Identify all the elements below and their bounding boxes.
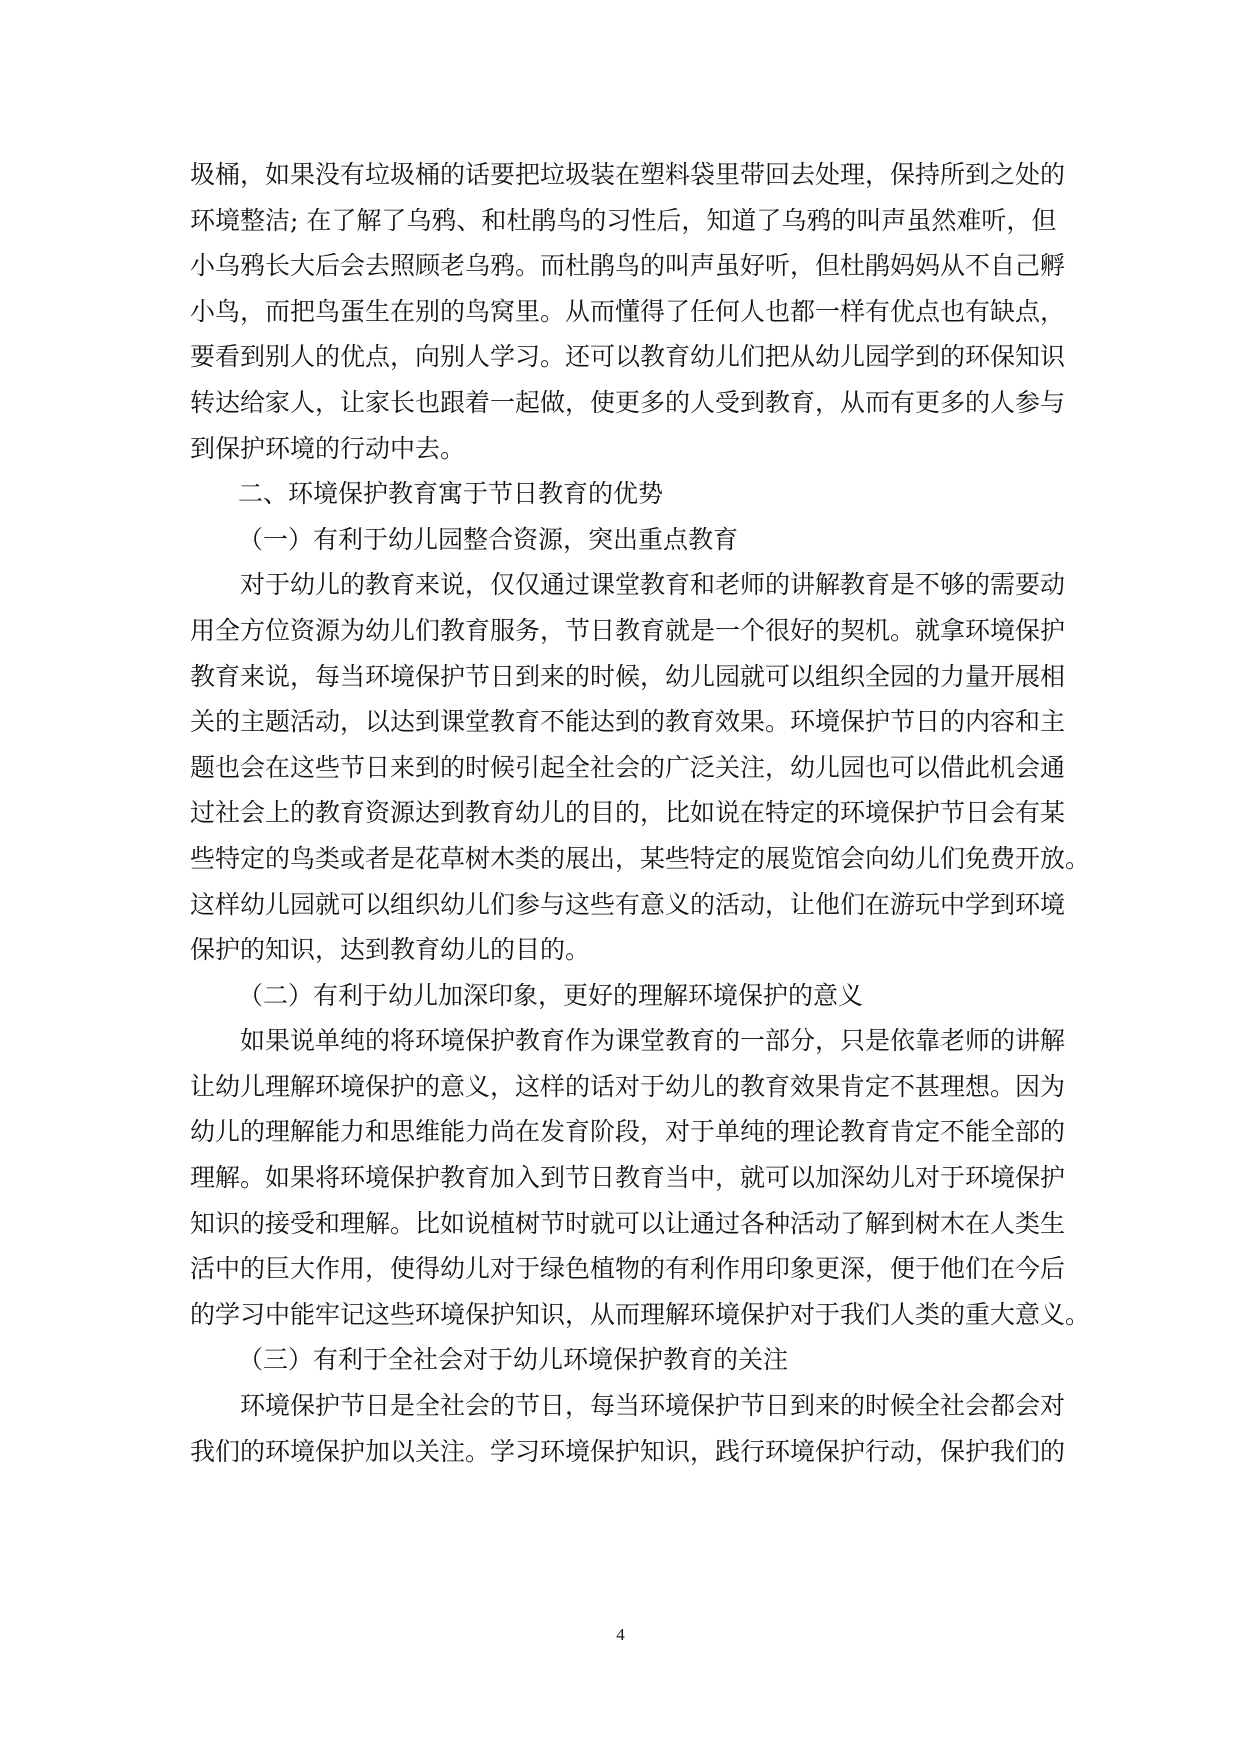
- text-line: 理解。如果将环境保护教育加入到节日教育当中，就可以加深幼儿对于环境保护: [190, 1163, 1066, 1193]
- text-line: 用全方位资源为幼儿们教育服务，节日教育就是一个很好的契机。就拿环境保护: [190, 615, 1066, 645]
- text-line: 我们的环境保护加以关注。学习环境保护知识，践行环境保护行动，保护我们的: [190, 1436, 1066, 1466]
- text-line: 知识的接受和理解。比如说植树节时就可以让通过各种活动了解到树木在人类生: [190, 1208, 1066, 1238]
- subsection-heading: （一）有利于幼儿园整合资源，突出重点教育: [238, 524, 739, 554]
- text-line: 活中的巨大作用，使得幼儿对于绿色植物的有利作用印象更深，便于他们在今后: [190, 1254, 1066, 1284]
- text-line: 关的主题活动，以达到课堂教育不能达到的教育效果。环境保护节日的内容和主: [190, 707, 1066, 737]
- text-line: 幼儿的理解能力和思维能力尚在发育阶段，对于单纯的理论教育肯定不能全部的: [190, 1117, 1066, 1147]
- text-line: 对于幼儿的教育来说，仅仅通过课堂教育和老师的讲解教育是不够的需要动: [240, 570, 1066, 600]
- text-line: 要看到别人的优点，向别人学习。还可以教育幼儿们把从幼儿园学到的环保知识: [190, 342, 1066, 372]
- text-line: 保护的知识，达到教育幼儿的目的。: [190, 935, 591, 965]
- text-line: 教育来说，每当环境保护节日到来的时候，幼儿园就可以组织全园的力量开展相: [190, 661, 1066, 691]
- text-line: 小乌鸦长大后会去照顾老乌鸦。而杜鹃鸟的叫声虽好听，但杜鹃妈妈从不自己孵: [190, 251, 1066, 281]
- text-line: 小鸟，而把鸟蛋生在别的鸟窝里。从而懂得了任何人也都一样有优点也有缺点，: [190, 296, 1066, 326]
- text-line: 题也会在这些节日来到的时候引起全社会的广泛关注，幼儿园也可以借此机会通: [190, 752, 1066, 782]
- page-number: 4: [616, 1625, 625, 1644]
- text-line: 环境整洁; 在了解了乌鸦、和杜鹃鸟的习性后，知道了乌鸦的叫声虽然难听，但: [190, 205, 1057, 235]
- text-line: 如果说单纯的将环境保护教育作为课堂教育的一部分，只是依靠老师的讲解: [240, 1026, 1066, 1056]
- text-line: 圾桶，如果没有垃圾桶的话要把垃圾装在塑料袋里带回去处理，保持所到之处的: [190, 160, 1066, 189]
- text-line: 环境保护节日是全社会的节日，每当环境保护节日到来的时候全社会都会对: [240, 1391, 1066, 1421]
- section-heading: 二、环境保护教育寓于节日教育的优势: [238, 479, 664, 509]
- subsection-heading: （三）有利于全社会对于幼儿环境保护教育的关注: [238, 1345, 789, 1375]
- subsection-heading: （二）有利于幼儿加深印象，更好的理解环境保护的意义: [238, 980, 864, 1010]
- text-line: 过社会上的教育资源达到教育幼儿的目的，比如说在特定的环境保护节日会有某: [190, 798, 1066, 828]
- text-line: 到保护环境的行动中去。: [190, 433, 466, 463]
- text-line: 让幼儿理解环境保护的意义，这样的话对于幼儿的教育效果肯定不甚理想。因为: [190, 1071, 1066, 1101]
- text-line: 的学习中能牢记这些环境保护知识，从而理解环境保护对于我们人类的重大意义。: [190, 1299, 1091, 1329]
- text-line: 些特定的鸟类或者是花草树木类的展出，某些特定的展览馆会向幼儿们免费开放。: [190, 843, 1091, 873]
- text-line: 转达给家人，让家长也跟着一起做，使更多的人受到教育，从而有更多的人参与: [190, 387, 1066, 417]
- body-text: [190, 152, 1091, 1474]
- text-line: 这样幼儿园就可以组织幼儿们参与这些有意义的活动，让他们在游玩中学到环境: [190, 889, 1066, 919]
